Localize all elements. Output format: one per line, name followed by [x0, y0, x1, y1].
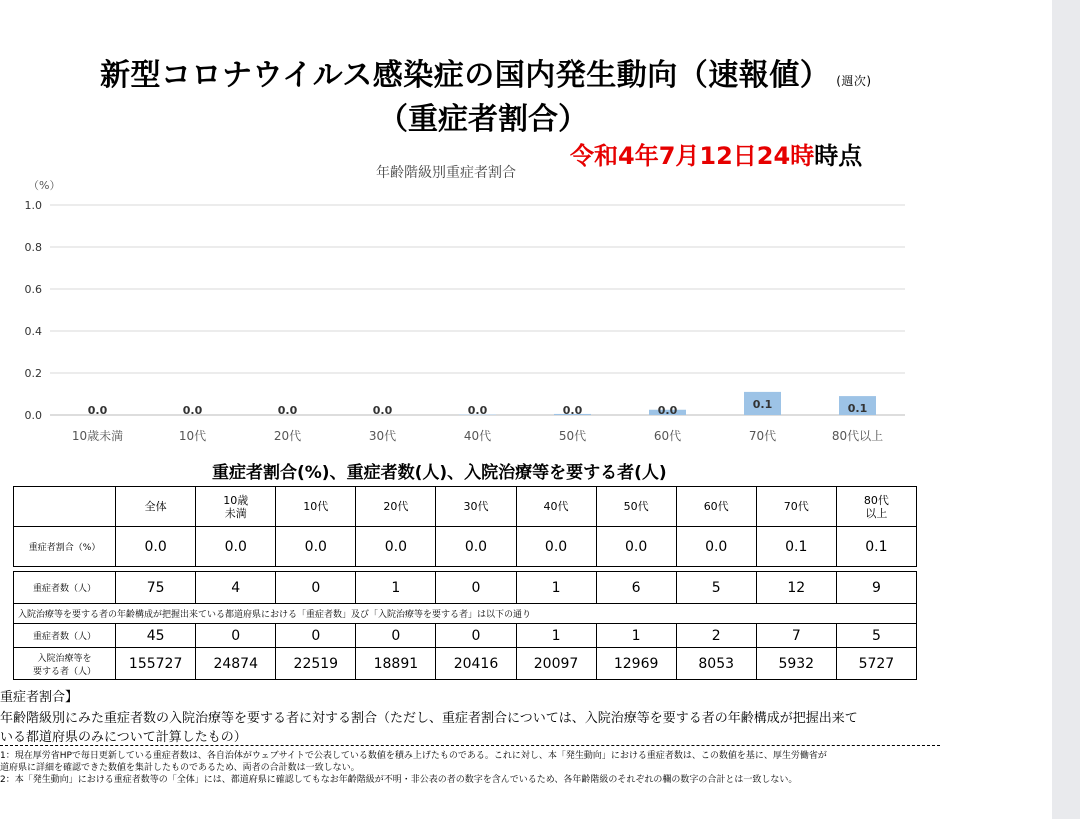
table-cell: 0	[276, 572, 356, 604]
table-cell: 12969	[596, 648, 676, 680]
column-header: 50代	[596, 487, 676, 527]
table-cell: 5727	[836, 648, 916, 680]
notes-body-1: 年齢階級別にみた重症者数の入院治療等を要する者に対する割合（ただし、重症者割合については、入院治療等を要する者の年齢構成が把握出来て	[0, 711, 858, 726]
column-header: 20代	[356, 487, 436, 527]
x-tick-label: 80代以上	[831, 429, 884, 443]
header-blank	[14, 487, 116, 527]
table-cell: 155727	[116, 648, 196, 680]
table-cell: 8053	[676, 648, 756, 680]
data-label: 0.0	[87, 404, 108, 417]
page-subtitle: （重症者割合）	[378, 102, 588, 137]
table-cell: 0.0	[436, 527, 516, 567]
table-cell: 12	[756, 572, 836, 604]
column-header: 70代	[756, 487, 836, 527]
table-header-row	[14, 487, 917, 527]
row-label: 重症者数（人）	[14, 624, 116, 648]
notes-heading: 重症者割合】	[0, 690, 79, 705]
table-cell: 0	[436, 572, 516, 604]
data-label: 0.0	[657, 404, 678, 417]
table-cell: 20097	[516, 648, 596, 680]
count-table	[13, 571, 917, 680]
table-cell: 6	[596, 572, 676, 604]
y-axis-unit: （%）	[28, 179, 61, 192]
severity-ratio-table	[13, 486, 917, 567]
table-cell: 5932	[756, 648, 836, 680]
title-weekly-note: (週次)	[836, 74, 872, 88]
x-tick-label: 70代	[748, 429, 777, 443]
table-row	[14, 648, 917, 680]
table-cell: 0	[196, 624, 276, 648]
table-cell: 0.0	[516, 527, 596, 567]
page-title	[100, 50, 872, 94]
column-header: 30代	[436, 487, 516, 527]
table-cell: 0.0	[596, 527, 676, 567]
table-cell: 18891	[356, 648, 436, 680]
table-cell: 24874	[196, 648, 276, 680]
table-cell: 0.0	[116, 527, 196, 567]
chart-title: 年齢階級別重症者割合	[376, 165, 516, 181]
table-cell: 0.1	[836, 527, 916, 567]
table-cell: 1	[516, 624, 596, 648]
data-label: 0.1	[752, 397, 773, 411]
data-label: 0.0	[467, 404, 488, 417]
data-label: 0.0	[562, 404, 583, 417]
column-header: 40代	[516, 487, 596, 527]
x-tick-label: 30代	[368, 429, 397, 443]
y-tick-label: 0.4	[24, 325, 42, 338]
column-header: 全体	[116, 487, 196, 527]
table-cell: 1	[356, 572, 436, 604]
data-label: 0.0	[182, 404, 203, 417]
y-tick-label: 1.0	[24, 199, 42, 212]
table-title: 重症者割合(%)、重症者数(人)、入院治療等を要する者(人)	[212, 463, 667, 483]
table-cell: 0.1	[756, 527, 836, 567]
x-tick-label: 60代	[653, 429, 682, 443]
column-header: 60代	[676, 487, 756, 527]
table-note: 入院治療等を要する者の年齢構成が把握出来ている都道府県における「重症者数」及び「入院治療等を要する者」は以下の通り	[14, 604, 917, 624]
table-note-row	[14, 604, 917, 624]
bar-chart	[0, 175, 1052, 455]
table-cell: 1	[596, 624, 676, 648]
column-header: 10代	[276, 487, 356, 527]
column-header: 80代 以上	[836, 487, 916, 527]
x-tick-label: 50代	[558, 429, 587, 443]
notes-section	[0, 686, 1052, 786]
table-cell: 1	[516, 572, 596, 604]
table-cell: 0	[276, 624, 356, 648]
y-tick-label: 0.6	[24, 283, 42, 296]
table-cell: 75	[116, 572, 196, 604]
as-of-date	[570, 136, 862, 171]
row-label: 重症者数（人）	[14, 572, 116, 604]
table-row	[14, 624, 917, 648]
data-label: 0.0	[277, 404, 298, 417]
as-of-date-value: 令和4年7月12日24時	[570, 142, 815, 170]
table-cell: 20416	[436, 648, 516, 680]
table-cell: 2	[676, 624, 756, 648]
table-row	[14, 527, 917, 567]
row-label: 重症者割合（%）	[14, 527, 116, 567]
table-cell: 0.0	[276, 527, 356, 567]
table-cell: 4	[196, 572, 276, 604]
y-tick-label: 0.8	[24, 241, 42, 254]
table-cell: 0.0	[356, 527, 436, 567]
table-row	[14, 572, 917, 604]
y-tick-label: 0.0	[24, 409, 42, 422]
table-cell: 0.0	[676, 527, 756, 567]
title-main: 新型コロナウイルス感染症の国内発生動向（速報値）	[100, 58, 831, 93]
table-cell: 45	[116, 624, 196, 648]
column-header: 10歳 未満	[196, 487, 276, 527]
x-tick-label: 20代	[273, 429, 302, 443]
table-cell: 0	[356, 624, 436, 648]
table-cell: 0.0	[196, 527, 276, 567]
footnote-1b: 道府県に詳細を確認できた数値を集計したものであるため、両者の合計数は一致しない。	[0, 763, 360, 773]
as-of-suffix: 時点	[814, 142, 863, 170]
x-tick-label: 40代	[463, 429, 492, 443]
notes-body-2: いる都道府県のみについて計算したもの）	[0, 726, 940, 746]
data-label: 0.1	[847, 402, 868, 416]
table-cell: 22519	[276, 648, 356, 680]
table-cell: 0	[436, 624, 516, 648]
table-cell: 5	[836, 624, 916, 648]
table-cell: 7	[756, 624, 836, 648]
footnote-2: 2：本「発生動向」における重症者数等の「全体」には、都道府県に確認してもなお年齢階級が不明・非公表の者の数字を含んでいるため、各年齢階級のそれぞれの欄の数字の合計とは一致しない。	[0, 775, 798, 785]
table-cell: 5	[676, 572, 756, 604]
x-tick-label: 10代	[178, 429, 207, 443]
table-cell: 9	[836, 572, 916, 604]
data-label: 0.0	[372, 404, 393, 417]
y-tick-label: 0.2	[24, 367, 42, 380]
row-label: 入院治療等を 要する者（人）	[14, 648, 116, 680]
footnote-1a: 1：現在厚労省HPで毎日更新している重症者数は、各自治体がウェブサイトで公表している数値を積み上げたものである。これに対し、本「発生動向」における重症者数は、この数値を基に、厚生労働省が	[0, 751, 827, 761]
x-tick-label: 10歳未満	[71, 429, 124, 443]
